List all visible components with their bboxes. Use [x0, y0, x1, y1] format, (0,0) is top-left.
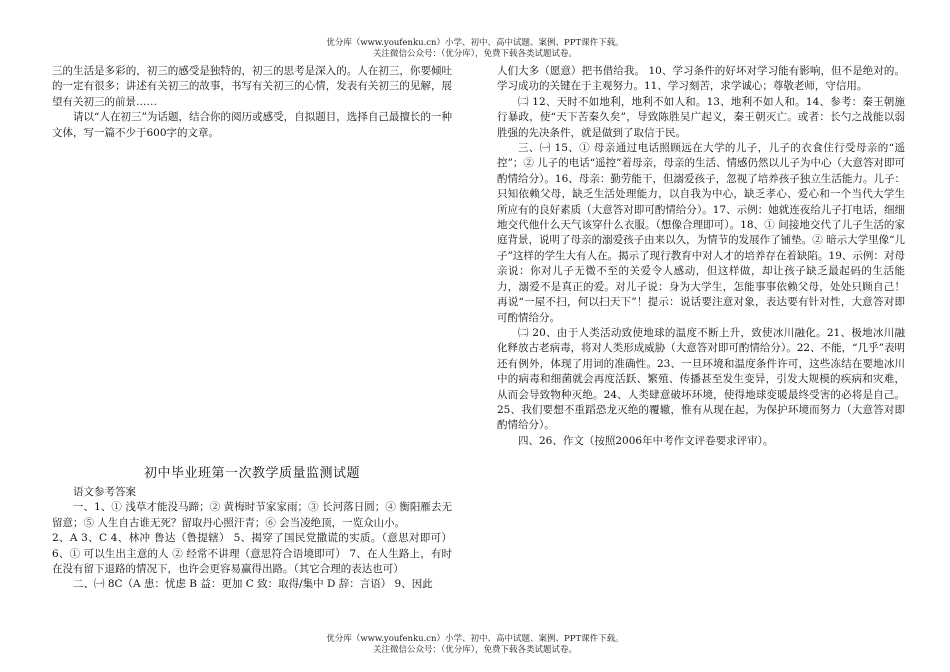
page-title: 初中毕业班第一次教学质量监测试题: [143, 466, 360, 481]
answer-heading: 语文参考答案: [73, 486, 136, 498]
answer-para-2: ㈡ 12、天时不如地利，地利不如人和。13、地利不如人和。14、参考：秦王朝施行暴政，使“天下苦秦久矣”，导致陈胜吴广起义，秦王朝灭亡。或者：长勺之战能以弱胜强的先决条件，就是做到了取信于民。: [497, 95, 905, 139]
footer-line-1: 优分库（www.youfenku.cn）小学、初中、高中试题、案例、PPT课件下载。: [326, 634, 624, 644]
header-line-2: 关注微信公众号：（优分库），免费下载各类试题试卷。: [372, 49, 577, 59]
right-column-answers: [497, 64, 905, 449]
left-column-top: [52, 64, 452, 141]
essay-prompt-text: 三的生活是多彩的，初三的感受是独特的，初三的思考是深入的。人在初三，你要倾吐的一定有很多；讲述有关初三的故事，书写有关初三的心情，发表有关初三的见解，展望有关初三的前景……: [52, 65, 452, 108]
footer-line-2: 关注微信公众号：（优分库），免费下载各类试题试卷。: [372, 645, 577, 655]
answer-para-4: ㈡ 20、由于人类活动致使地球的温度不断上升，致使冰川融化。21、极地冰川融化释放古老病毒，将对人类形成威胁（大意答对即可酌情给分）。22、不能，“几乎”表明还有例外，体现了用词的准确性。23、一旦环境和温度条件许可，这些冻结在要地冰川中的病毒和细菌就会再度活跃、繁殖、传播甚至发生变异，引发大规模的疾病和灾难，从而会导致物种灭绝。24、人类肆意破坏环境，使得地球变暖最终受害的必将是自己。25、我们要想不重蹈恐龙灭绝的覆辙，惟有从现在起，为保护环境而努力（大意答对即酌情给分）。: [497, 326, 905, 432]
answer-para-1: 人们大多（愿意）把书借给我。 10、学习条件的好坏对学习能有影响，但不是绝对的。学习成功的关键在于主观努力。11、学习刻苦，求学诚心；尊敬老师，守信用。: [497, 65, 905, 93]
page-header: [0, 38, 950, 60]
answer-section-2: 二、㈠ 8C（A 患：忧虑 B 益：更加 C 致：取得/集中 D 辞：言语） 9、因此: [73, 578, 433, 591]
page-footer: [0, 634, 950, 656]
left-column-answers: [52, 485, 452, 593]
header-line-1: 优分库（www.youfenku.cn）小学、初中、高中试题、案例、PPT课件下载。: [326, 38, 624, 48]
answer-section-1: 一、1、① 浅草才能没马蹄；② 黄梅时节家家雨；③ 长河落日圆；④ 衡阳雁去无留意；⑤ 人生自古谁无死？留取丹心照汗青；⑥ 会当凌绝顶，一览众山小。: [52, 501, 452, 529]
answer-section-1-cont: 2、A 3、C 4、林冲 鲁达（鲁提辖） 5、揭穿了国民党撒谎的实质。（意思对即可） 6、① 可以生出主意的人 ② 经常不讲理（意思符合语境即可） 7、在人生路上，有时在没有留下退路的情况下，也许会更容易赢得出路。（其它合理的表达也可）: [52, 532, 452, 576]
answer-para-5: 四、26、作文（按照2006年中考作文评卷要求评审）。: [518, 434, 774, 447]
essay-instruction: 请以“人在初三”为话题，结合你的阅历或感受，自拟题目，选择自己最擅长的一种文体，写一篇不少于600字的文章。: [52, 111, 452, 139]
answer-para-3: 三、㈠ 15、① 母亲通过电话照顾远在大学的儿子，儿子的衣食住行受母亲的“遥控”；② 儿子的电话“遥控”着母亲，母亲的生活、情感仍然以儿子为中心（大意答对即可酌情给分）。16、母亲：勤劳能干，但溺爱孩子，忽视了培养孩子独立生活能力。儿子：只知依赖父母，缺乏生活处理能力，以自我为中心，缺乏孝心、爱心和一个当代大学生所应有的良好素质（大意答对即可酌情给分）。17、示例：她就连夜给儿子打电话，细细地交代他什么天气该穿什么衣服。（想像合理即可）。18、① 间接地交代了儿子生活的家庭背景，说明了母亲的溺爱孩子由来以久，为情节的发展作了铺垫。② 暗示大学里像“儿子”这样的学生大有人在。揭示了现行教育中对人才的培养存在着缺陷。19、示例：对母亲说：你对儿子无微不至的关爱令人感动，但这样做，却让孩子缺乏最起码的生活能力，溺爱不是真正的爱。对儿子说：身为大学生，怎能事事依赖父母，处处只顾自己！再说“一屋不扫，何以扫天下”！提示：说话要注意对象，表达要有针对性，大意答对即可酌情给分。: [497, 142, 905, 324]
